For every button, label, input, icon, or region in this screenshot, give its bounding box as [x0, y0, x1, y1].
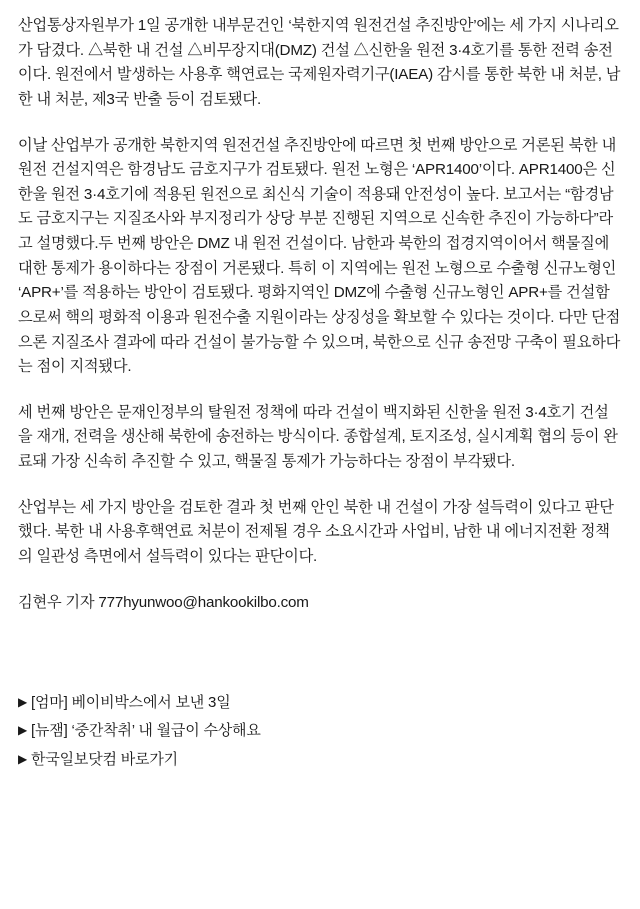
list-item[interactable] — [18, 748, 622, 771]
article-paragraph: 산업부는 세 가지 방안을 검토한 결과 첫 번째 안인 북한 내 건설이 가장 설득력이 있다고 판단했다. 북한 내 사용후핵연료 처분이 전제될 경우 소요시간과 사업비, 남한 내 에너지전환 정책의 일관성 측면에서 설득력이 있다는 판단이다. — [18, 498, 614, 565]
list-item[interactable] — [18, 691, 622, 714]
triangle-right-icon: ▶ — [18, 723, 28, 738]
triangle-right-icon: ▶ — [18, 695, 28, 710]
related-link-label: [엄마] 베이비박스에서 보낸 3일 — [31, 694, 231, 712]
article-byline: 김현우 기자 777hyunwoo@hankookilbo.com — [18, 593, 309, 611]
article-paragraph: 이날 산업부가 공개한 북한지역 원전건설 추진방안에 따르면 첫 번째 방안으로 거론된 북한 내 원전 건설지역은 함경남도 금호지구가 검토됐다. 원전 노형은 ‘APR1400’이다. APR1400은 신한울 원전 3·4호기에 적용된 원전으로 최신식 기술이 적용돼 안전성이 높다. 보고서는 “함경남도 금호지구는 지질조사와 부지정리가 상당 부분 진행된 지역으로 신속한 추진이 가능하다”라고 설명했다.두 번째 방안은 DMZ 내 원전 건설이다. 남한과 북한의 접경지역이어서 핵물질에 대한 통제가 용이하다는 장점이 거론됐다. 특히 이 지역에는 원전 노형으로 수출형 신규노형인 ‘APR+’를 적용하는 방안이 검토됐다. 평화지역인 DMZ에 수출형 신규노형인 APR+를 건설함으로써 핵의 평화적 이용과 원전수출 지원이라는 상징성을 확보할 수 있다는 것이다. 다만 단점으론 지질조사 결과에 따라 건설이 불가능할 수 있으며, 북한으로 신규 송전망 구축이 필요하다는 점이 지적됐다. — [18, 136, 621, 376]
triangle-right-icon: ▶ — [18, 751, 28, 766]
related-links-list — [0, 691, 640, 771]
related-link-label: 한국일보닷컴 바로가기 — [31, 750, 178, 768]
related-link-label: [뉴잼] ‘중간착취’ 내 월급이 수상해요 — [31, 722, 261, 740]
article-paragraph: 세 번째 방안은 문재인정부의 탈원전 정책에 따라 건설이 백지화된 신한울 원전 3·4호기 건설을 재개, 전력을 생산해 북한에 송전하는 방식이다. 종합설계, 토지조성, 실시계획 협의 등이 완료돼 가장 신속히 추진할 수 있고, 핵물질 통제가 가능하다는 장점이 부각됐다. — [18, 403, 618, 470]
list-item[interactable] — [18, 719, 622, 742]
article-paragraph: 산업통상자원부가 1일 공개한 내부문건인 ‘북한지역 원전건설 추진방안’에는 세 가지 시나리오가 담겼다. △북한 내 건설 △비무장지대(DMZ) 건설 △신한울 원전 3·4호기를 통한 전력 송전이다. 원전에서 발생하는 사용후 핵연료는 국제원자력기구(IAEA) 감시를 통한 북한 내 처분, 남한 내 처분, 제3국 반출 등이 검토됐다. — [18, 17, 621, 108]
